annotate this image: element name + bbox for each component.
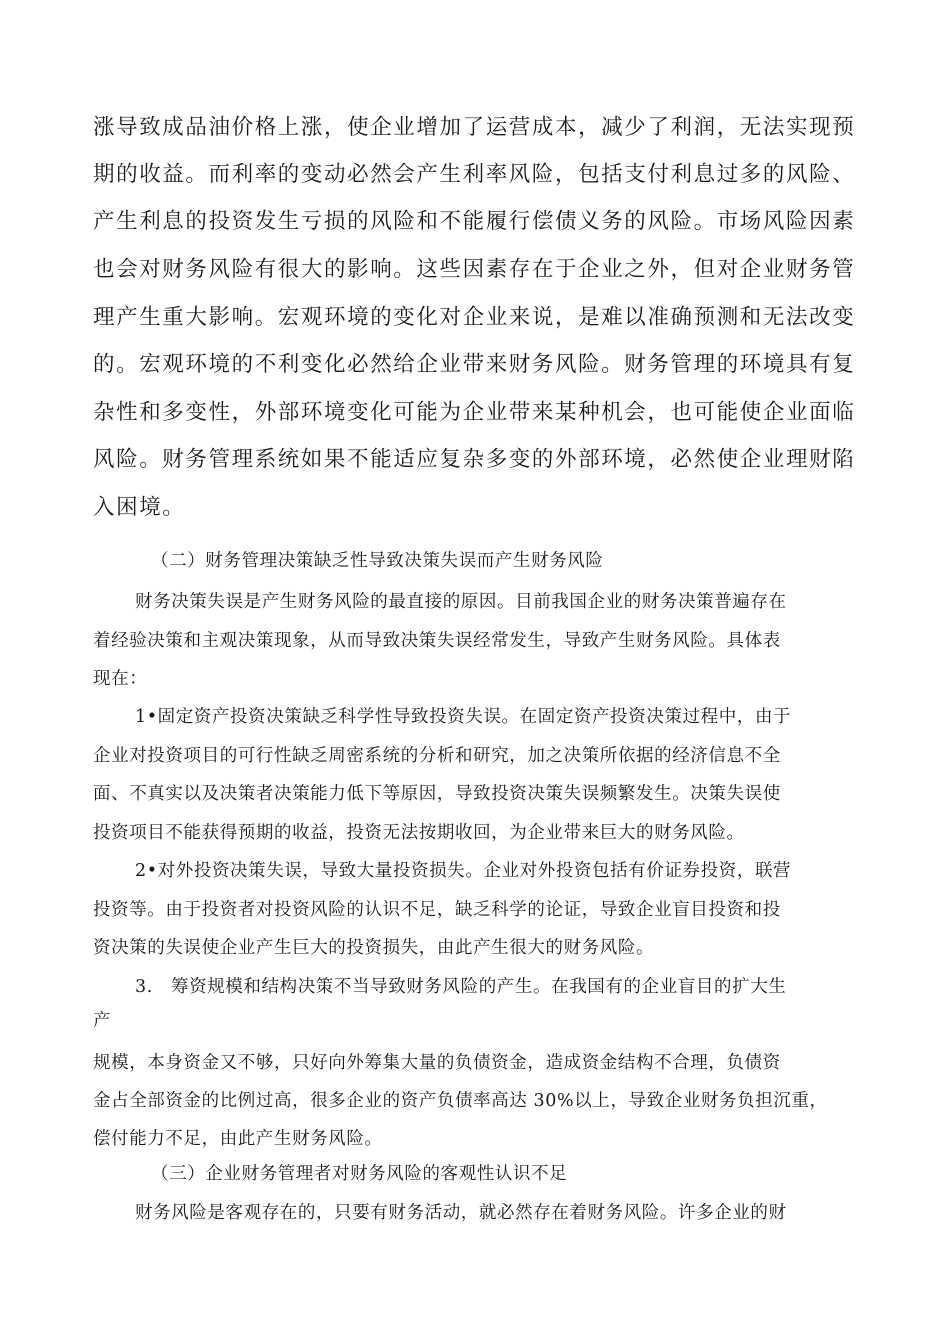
paragraph-line: 的。宏观环境的不利变化必然给企业带来财务风险。财务管理的环境具有复 (93, 352, 856, 377)
paragraph-line: 涨导致成品油价格上涨，使企业增加了运营成本，减少了利润，无法实现预 (93, 115, 856, 140)
paragraph-line: 杂性和多变性，外部环境变化可能为企业带来某种机会，也可能使企业面临 (93, 400, 856, 425)
paragraph-line: 理产生重大影响。宏观环境的变化对企业来说，是难以准确预测和无法改变 (93, 305, 856, 330)
paragraph-line: 风险。财务管理系统如果不能适应复杂多变的外部环境，必然使企业理财陷 (93, 447, 856, 472)
list-item-line: 产 (93, 1011, 112, 1031)
list-item-line: 资决策的失误使企业产生巨大的投资损失，由此产生很大的财务风险。 (93, 938, 655, 958)
list-item-line: 面、不真实以及决策者决策能力低下等原因，导致投资决策失误频繁发生。决策失误使 (93, 784, 781, 804)
paragraph-line: 也会对财务风险有很大的影响。这些因素存在于企业之外，但对企业财务管 (93, 257, 856, 282)
list-item-line: 2•对外投资决策失误，导致大量投资损失。企业对外投资包括有价证券投资，联营 (135, 861, 792, 881)
list-item-line: 金占全部资金的比例过高，很多企业的资产负债率高达 30%以上，导致企业财务负担沉重， (93, 1091, 828, 1111)
section-heading: （二）财务管理决策缺乏性导致决策失误而产生财务风险 (151, 551, 604, 571)
paragraph-line: 现在： (93, 669, 148, 689)
list-item-line: 3. 筹资规模和结构决策不当导致财务风险的产生。在我国有的企业盲目的扩大生 (135, 977, 787, 997)
list-item-line: 规模，本身资金又不够，只好向外筹集大量的负债资金，造成资金结构不合理，负债资 (93, 1053, 781, 1073)
paragraph-line: 入困境。 (93, 495, 186, 520)
list-item-line: 投资等。由于投资者对投资风险的认识不足，缺乏科学的论证，导致企业盲目投资和投 (93, 900, 781, 920)
section-heading: （三）企业财务管理者对财务风险的客观性认识不足 (151, 1164, 568, 1184)
paragraph-line: 财务决策失误是产生财务风险的最直接的原因。目前我国企业的财务决策普遍存在 (135, 592, 787, 612)
list-item-line: 企业对投资项目的可行性缺乏周密系统的分析和研究，加之决策所依据的经济信息不全 (93, 746, 781, 766)
paragraph-line: 财务风险是客观存在的，只要有财务活动，就必然存在着财务风险。许多企业的财 (135, 1203, 787, 1223)
paragraph-line: 期的收益。而利率的变动必然会产生利率风险，包括支付利息过多的风险、 (93, 162, 856, 187)
paragraph-line: 着经验决策和主观决策现象，从而导致决策失误经常发生，导致产生财务风险。具体表 (93, 631, 781, 651)
paragraph-line: 产生利息的投资发生亏损的风险和不能履行偿债义务的风险。市场风险因素 (93, 209, 856, 234)
list-item-line: 1•固定资产投资决策缺乏科学性导致投资失误。在固定资产投资决策过程中，由于 (135, 707, 792, 727)
list-item-line: 投资项目不能获得预期的收益，投资无法按期收回，为企业带来巨大的财务风险。 (93, 823, 745, 843)
list-item-line: 偿付能力不足，由此产生财务风险。 (93, 1129, 383, 1149)
